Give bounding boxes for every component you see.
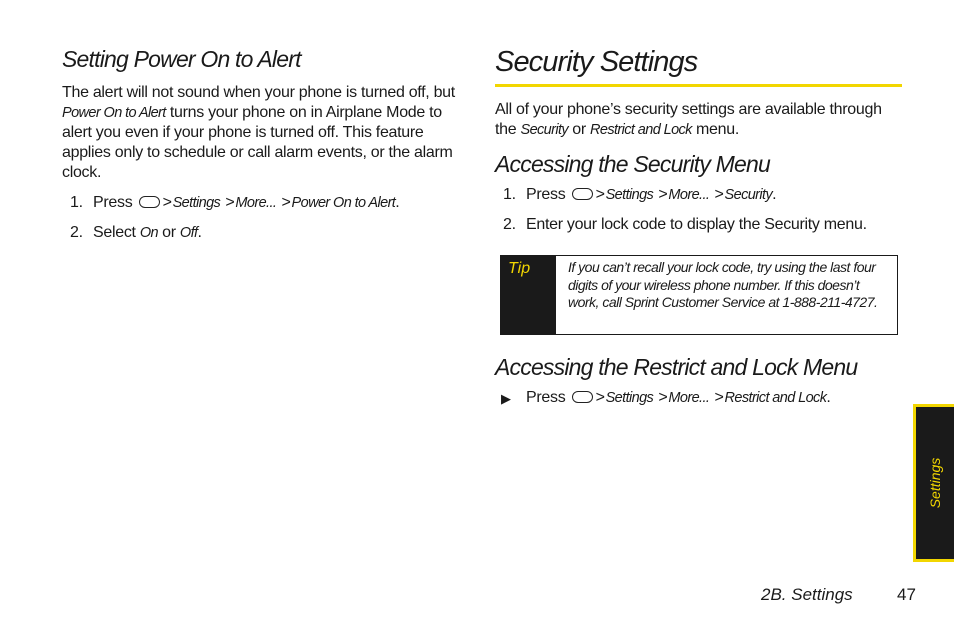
paragraph-text: All of your phone’s security settings are available through the — [495, 101, 882, 138]
restrict-lock-section — [495, 352, 905, 408]
step-2 — [62, 223, 462, 243]
paragraph-text: turns your phone on in Airplane Mode to alert you even if your phone is turned off. This feature applies only to schedule or call alarm events, or the alarm clock. — [62, 104, 453, 181]
punctuation: . — [197, 224, 202, 241]
punctuation: . — [772, 186, 777, 203]
step-1 — [62, 193, 462, 213]
side-tab-settings — [913, 404, 954, 562]
punctuation: . — [826, 389, 831, 406]
power-on-alert-paragraph — [62, 83, 462, 183]
separator: > — [658, 389, 668, 406]
punctuation: . — [395, 194, 400, 211]
tip-label: Tip — [501, 256, 556, 334]
security-step-1 — [495, 185, 905, 205]
paragraph-emphasis: Restrict and Lock — [590, 122, 692, 138]
separator: > — [162, 194, 172, 211]
menu-path: Power On to Alert — [291, 195, 396, 211]
left-column — [62, 44, 462, 243]
separator: > — [281, 194, 291, 211]
restrict-lock-step — [495, 388, 905, 408]
step-text: Press — [526, 389, 566, 406]
page-title: Security Settings — [495, 46, 698, 78]
step-number: 1. — [70, 194, 83, 211]
tip-text: If you can’t recall your lock code, try using the last four digits of your wireless phone number. If this doesn’t work, call Sprint Customer Service at 1-888-211-4727. — [568, 259, 878, 310]
option-on: On — [139, 225, 158, 241]
paragraph-text: or — [568, 121, 591, 138]
paragraph-text: menu. — [691, 121, 739, 138]
menu-path: More... — [668, 187, 710, 203]
security-intro-paragraph — [495, 100, 905, 140]
paragraph-emphasis: Security — [520, 122, 569, 138]
page-number: 47 — [897, 585, 916, 604]
separator: > — [595, 389, 605, 406]
step-number: 2. — [70, 224, 83, 241]
section-heading-restrict-lock: Accessing the Restrict and Lock Menu — [495, 354, 858, 380]
step-text: Select — [93, 224, 140, 241]
right-column — [495, 44, 905, 235]
menu-key-icon — [572, 391, 593, 403]
menu-path: Restrict and Lock — [724, 390, 827, 406]
separator: > — [714, 389, 724, 406]
step-text: or — [157, 224, 180, 241]
option-off: Off — [179, 225, 198, 241]
separator: > — [658, 186, 668, 203]
security-step-2 — [495, 215, 905, 235]
paragraph-emphasis: Power On to Alert — [62, 105, 166, 121]
menu-path: More... — [668, 390, 710, 406]
tip-box — [500, 255, 898, 335]
step-text: Enter your lock code to display the Security menu. — [526, 216, 867, 233]
menu-key-icon — [572, 188, 593, 200]
paragraph-text: The alert will not sound when your phone is turned off, but — [62, 84, 455, 101]
menu-path: Settings — [172, 195, 221, 211]
step-number: 2. — [503, 216, 516, 233]
separator: > — [714, 186, 724, 203]
menu-path: Settings — [605, 187, 654, 203]
bullet-arrow-icon: ▶ — [501, 391, 511, 406]
menu-key-icon — [139, 196, 160, 208]
step-number: 1. — [503, 186, 516, 203]
title-rule — [495, 84, 902, 87]
section-heading-power-on-alert: Setting Power On to Alert — [62, 46, 301, 72]
menu-path: Security — [724, 187, 773, 203]
section-heading-security-menu: Accessing the Security Menu — [495, 151, 770, 177]
step-text: Press — [93, 194, 133, 211]
separator: > — [225, 194, 235, 211]
side-tab-label: Settings — [927, 457, 943, 509]
separator: > — [595, 186, 605, 203]
step-text: Press — [526, 186, 566, 203]
menu-path: More... — [235, 195, 277, 211]
footer-section: 2B. Settings — [761, 585, 853, 604]
menu-path: Settings — [605, 390, 654, 406]
